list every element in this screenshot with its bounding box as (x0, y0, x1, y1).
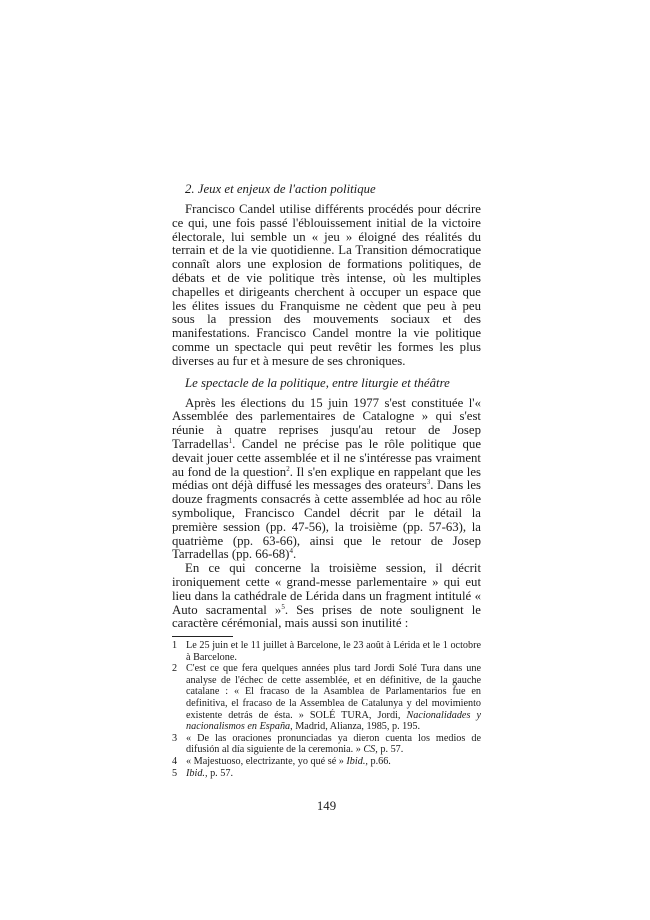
footnote-ref[interactable]: 3 (426, 478, 431, 487)
text: p. 57. (377, 744, 404, 756)
footnote-number: 5 (172, 767, 178, 779)
paragraph-1: Francisco Candel utilise différents procédés pour décrire ce qui, une fois passé l'éblouissement initial de la victoire électorale, lui semble un « jeu » éloigné des réalités du terrain et de la vie quotidienne. La Transition démocratique connaît alors une explosion de formations politiques, de débats et de vie politique très intense, où les multiples chapelles et dirigeants cherchent à occuper un espace que les élites issues du Franquisme ne cèdent que peu à peu sous la pression des mouvements sociaux et des manifestations. Francisco Candel montre la vie politique comme un spectacle qui peut revêtir les formes les plus diverses au fur et à mesure de ses chroniques. (172, 202, 481, 368)
footnote-ref[interactable]: 2 (286, 464, 290, 473)
footnote-number: 3 (172, 732, 178, 744)
footnote-text (186, 756, 481, 768)
footnote-2 (172, 663, 481, 733)
source-abbrev: CS, (363, 744, 378, 756)
footnote-number: 2 (172, 663, 178, 675)
footnote-number: 4 (172, 756, 178, 768)
footnote-divider (172, 636, 233, 637)
text: . Dans les douze fragments consacrés à cette assemblée ad hoc au rôle symbolique, Francisco Candel décrit par le détail la première session (pp. 47-56), la troisième (pp. 57-63), la quatrième (pp. 63-66), ainsi que le retour de Josep Tarradellas (pp. 66-68) (172, 478, 481, 562)
text: . Il s'en explique en rappelant que les médias ont déjà diffusé les messages des orateurs (172, 464, 481, 493)
book-title: Nacionalidades y nacionalismos en España (186, 709, 481, 733)
footnote-4 (172, 756, 481, 768)
footnote-text (186, 663, 481, 733)
source-abbrev: Ibid., (186, 767, 208, 779)
paragraph-2 (172, 397, 481, 563)
section-heading: 2. Jeux et enjeux de l'action politique (185, 182, 376, 196)
footnote-3 (172, 733, 481, 756)
text: « Majestuoso, electrizante, yo qué sé » (186, 756, 347, 768)
source-abbrev: Ibid., (346, 756, 368, 768)
footnote-text (186, 733, 481, 756)
text: p.66. (367, 756, 391, 768)
footnote-ref[interactable]: 1 (228, 436, 233, 445)
footnote-1 (172, 640, 481, 663)
footnote-text: Le 25 juin et le 11 juillet à Barcelone, le 23 août à Lérida et le 1 octobre à Barcelone. (186, 640, 481, 663)
footnote-ref[interactable]: 5 (281, 602, 285, 611)
text: . Candel ne précise pas le rôle politique que devait jouer cette assemblée et il ne s'intéresse pas vraiment au fond de la question (172, 436, 481, 479)
page-body (172, 182, 481, 813)
text: p. 57. (207, 767, 233, 779)
text: . (292, 547, 297, 562)
footnote-number: 1 (172, 640, 178, 652)
text: C'est ce que fera quelques années plus tard Jordi Solé Tura dans une analyse de l'échec de cette assemblée, et en définitive, de la gauche catalane : « El fracaso de la Asamblea de Parlamentarios fue en definitiva, el fracaso de la Assemblea de Catalunya y del movimiento existente detrás de ésta. » SOLÉ TURA, Jordi, (186, 663, 481, 721)
text: . Ses prises de note soulignent le caractère cérémonial, mais aussi son inutilité : (172, 602, 481, 631)
footnote-5 (172, 768, 481, 780)
subheading: Le spectacle de la politique, entre liturgie et théâtre (185, 375, 450, 390)
paragraph-3 (172, 562, 481, 631)
footnote-text (186, 768, 481, 780)
text: , Madrid, Alianza, 1985, p. 195. (290, 721, 421, 733)
text: En ce qui concerne la troisième session, il décrit ironiquement cette « grand-messe parlementaire » qui eut lieu dans la cathédrale de Lérida dans un fragment intitulé « Auto sacramental » (172, 561, 481, 617)
text: « De las oraciones pronunciadas ya dieron cuenta los medios de difusión al día siguiente de la ceremonia. » (186, 732, 481, 756)
page-number: 149 (316, 799, 337, 814)
text: Après les élections du 15 juin 1977 s'est constituée l'« Assemblée des parlementaires de Catalogne » qui s'est réunie à quatre reprises jusqu'au retour de Josep Tarradellas (172, 395, 481, 451)
footnote-ref[interactable]: 4 (289, 547, 293, 556)
